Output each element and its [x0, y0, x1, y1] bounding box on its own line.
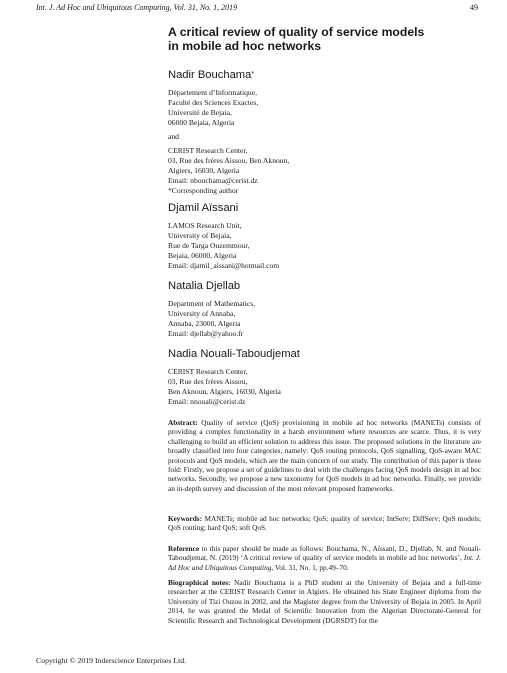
affiliation-line: 03, Rue des frères Aissou, [168, 377, 248, 386]
author-name [168, 280, 240, 293]
email-line: Email: nbouchama@cerist.dz [168, 176, 258, 185]
email-line: Email: djamil_aissani@hotmail.com [168, 261, 280, 270]
author-affiliation [168, 88, 289, 196]
corresponding-author-note: *Corresponding author [168, 186, 239, 195]
author-name [168, 202, 238, 215]
affiliation-line: CERIST Research Center, [168, 146, 248, 155]
biographical-notes [168, 578, 481, 625]
keywords [168, 514, 481, 533]
keywords-label: Keywords: [168, 514, 203, 523]
bio-text: Nadir Bouchama is a PhD student at the University of Bejaia and a full-time researcher at the CERIST Research Center in Algiers. He obtained his State Engineer diploma from the University of Tizi Ouzou in 2002, and the Magister degree from the University of Bejaia in 2005. In April 2014, he was granted the Medal of Scientific Innovation from the Algerian Directorate-General for Scientific Research and Technological Development (DGRSDT) for the [168, 578, 482, 625]
citation-reference [168, 544, 481, 572]
corresponding-author-mark: * [251, 71, 255, 78]
affiliation-line: Department of Mathematics, [168, 299, 256, 308]
affiliation-line: Ben Aknoun, Algiers, 16030, Algeria [168, 387, 281, 396]
title-line: in mobile ad hoc networks [168, 39, 322, 53]
affiliation-line: CERIST Research Center, [168, 367, 248, 376]
author-name-text: Djamil Aïssani [168, 202, 239, 214]
abstract-text: Quality of service (QoS) provisioning in mobile ad hoc networks (MANETs) consists of providing a complex functionality in a harsh environment where resources are scarce. Thus, it is very challenging to build an efficient solution to address this issue. The proposed solutions in the literature are broadly classified into four categories, namely: QoS routing protocols, QoS signalling, QoS-aware MAC protocols and QoS models, which are the main concern of our study. The contribution of this paper is three fold: Firstly, we propose a set of guidelines to deal with the challenges facing QoS models design in ad hoc networks. Secondly, we propose a new taxonomy for QoS models in ad hoc networks. Finally, we provide an in-depth survey and discussion of the most relevant proposed frameworks. [168, 418, 481, 493]
email-line: Email: djellab@yahoo.fr [168, 329, 244, 338]
affiliation-line: Algiers, 16030, Algeria [168, 166, 240, 175]
author-name [168, 348, 300, 361]
affiliation-line: Département d’Informatique, [168, 88, 257, 97]
reference-volume: Vol. 31, No. 1, pp.49–70. [274, 562, 349, 572]
affiliation-line: Annaba, 23000, Algeria [168, 319, 241, 328]
affiliation-line: Rue de Targa Ouzemmour, [168, 241, 250, 250]
affiliation-line: Université de Bejaia, [168, 108, 232, 117]
affiliation-line: 06000 Bejaia, Algeria [168, 118, 235, 127]
copyright-notice: Copyright © 2019 Inderscience Enterprises Ltd. [36, 656, 187, 665]
reference-label: Reference [168, 544, 200, 553]
affiliation-line: University of Annaba, [168, 309, 236, 318]
running-header: Int. J. Ad Hoc and Ubiquitous Computing, Vol. 31, No. 1, 2019 [36, 3, 238, 12]
author-name-text: Nadia Nouali-Taboudjemat [168, 348, 300, 360]
reference-journal: Int. J. Ad Hoc and Ubiquitous Computing, [168, 553, 481, 572]
author-name [168, 69, 254, 82]
reference-text: to this paper should be made as follows: Bouchama, N., Aïssani, D., Djellab, N. and Nouali-Taboudjemat, N. (2019) ‘A critical review of quality of service models in mobile ad hoc networks’, [168, 544, 481, 563]
author-affiliation [168, 367, 281, 407]
affiliation-line: 03, Rue des frères Aissou, Ben Aknoun, [168, 156, 290, 165]
page-number: 49 [470, 3, 478, 12]
affiliation-line: LAMOS Research Unit, [168, 221, 242, 230]
author-affiliation [168, 299, 255, 339]
keywords-text: MANETs; mobile ad hoc networks; QoS; quality of service; IntServ; DiffServ; QoS models; QoS routing; hard QoS; soft QoS. [168, 514, 482, 533]
title-line: A critical review of quality of service models [168, 25, 425, 39]
author-name-text: Natalia Djellab [168, 280, 241, 292]
affiliation-line: University of Bejaia, [168, 231, 232, 240]
abstract-label: Abstract: [168, 418, 198, 427]
affiliation-line: and [168, 132, 179, 141]
email-line: Email: nnouali@cerist.dz [168, 397, 246, 406]
abstract [168, 418, 481, 493]
paper-title [168, 25, 468, 53]
affiliation-line: Faculté des Sciences Exactes, [168, 98, 259, 107]
author-affiliation [168, 221, 279, 271]
bio-label: Biographical notes: [168, 578, 231, 587]
affiliation-line: Bejaia, 06000, Algeria [168, 251, 237, 260]
author-name-text: Nadir Bouchama [168, 69, 252, 81]
